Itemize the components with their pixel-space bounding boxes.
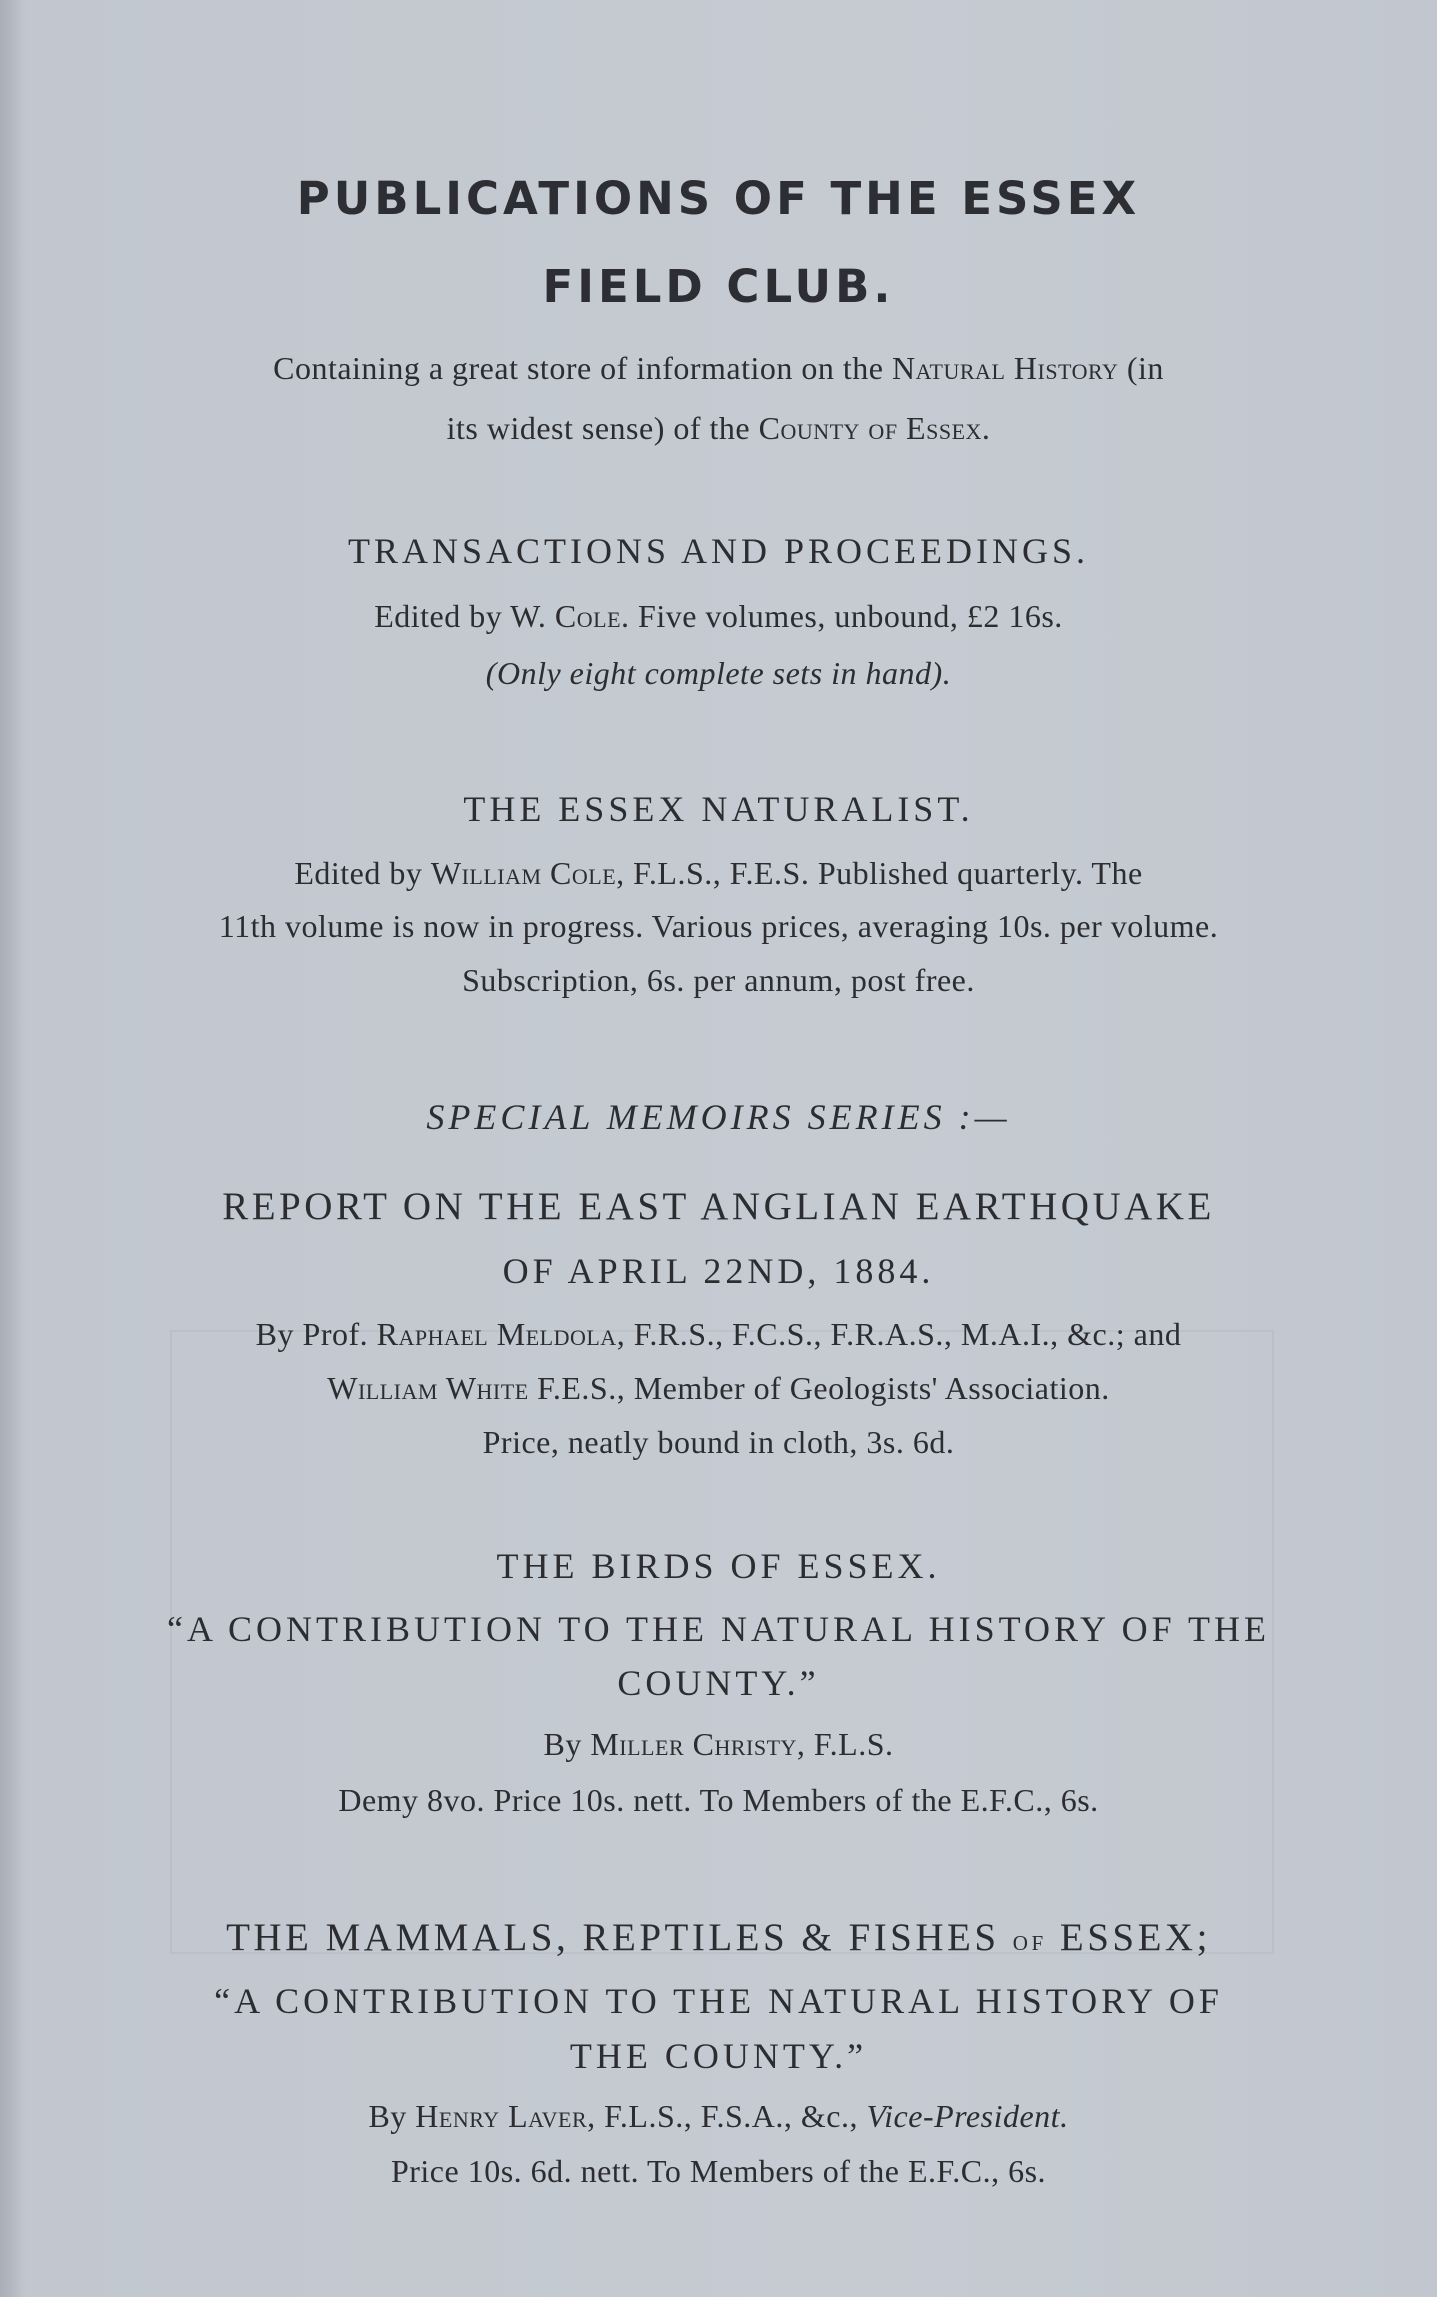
birds-price: Demy 8vo. Price 10s. nett. To Members of the E.F.C., 6s. (338, 1782, 1099, 1818)
intro-natural-history: Natural History (892, 350, 1119, 386)
mammals-heading-of: of (1012, 1924, 1047, 1957)
mammals-heading-b: ESSEX; (1046, 1916, 1211, 1959)
intro-line-2 (0, 410, 1437, 447)
earthquake-heading-2: OF APRIL 22ND, 1884. (502, 1251, 935, 1291)
mammals-role: Vice-President. (866, 2098, 1069, 2134)
earthquake-author-line-2 (0, 1370, 1437, 1407)
earthquake-credentials-2: F.E.S., Member of Geologists' Association. (528, 1370, 1110, 1406)
mammals-subtitle-1: “A CONTRIBUTION TO THE NATURAL HISTORY OF (214, 1981, 1223, 2021)
birds-text: By (543, 1726, 591, 1762)
editor-name: Cole (554, 598, 622, 634)
mammals-heading (0, 1915, 1437, 1960)
birds-subtitle-2: COUNTY.” (617, 1663, 820, 1703)
mammals-price: Price 10s. 6d. nett. To Members of the E.F.C., 6s. (390, 2153, 1047, 2189)
mammals-credentials: , F.L.S., F.S.A., &c., (587, 2098, 867, 2134)
naturalist-line-2: 11th volume is now in progress. Various prices, averaging 10s. per volume. (218, 908, 1219, 944)
transactions-edited-line (0, 598, 1437, 635)
naturalist-heading: THE ESSEX NATURALIST. (463, 789, 974, 829)
mammals-subtitle-2: THE COUNTY.” (569, 2036, 868, 2076)
earthquake-text: By Prof. (255, 1316, 377, 1352)
intro-county: County of Essex (758, 410, 982, 446)
birds-author-line (0, 1726, 1437, 1763)
transactions-text: Edited by W. (374, 598, 555, 634)
earthquake-author-line (0, 1316, 1437, 1353)
intro-text: Containing a great store of information on the (273, 350, 892, 386)
naturalist-text: Edited by (294, 855, 431, 891)
intro-line-1 (0, 350, 1437, 387)
earthquake-credentials: , F.R.S., F.C.S., F.R.A.S., M.A.I., &c.; and (616, 1316, 1182, 1352)
transactions-price: . Five volumes, unbound, £2 16s. (621, 598, 1063, 634)
naturalist-text-end: , F.L.S., F.E.S. Published quarterly. The (616, 855, 1143, 891)
mammals-text: By (368, 2098, 416, 2134)
birds-heading: THE BIRDS OF ESSEX. (496, 1546, 941, 1586)
intro-text-end: (in (1118, 350, 1164, 386)
transactions-note: (Only eight complete sets in hand). (485, 655, 952, 691)
earthquake-author-1: Raphael Meldola (376, 1316, 617, 1352)
birds-credentials: , F.L.S. (796, 1726, 894, 1762)
intro-text-end: . (981, 410, 991, 446)
earthquake-price: Price, neatly bound in cloth, 3s. 6d. (482, 1424, 955, 1460)
birds-subtitle-1: “A CONTRIBUTION TO THE NATURAL HISTORY OF THE (166, 1609, 1271, 1649)
naturalist-line-1 (0, 855, 1437, 892)
naturalist-editor: William Cole (430, 855, 617, 891)
earthquake-author-2: William White (327, 1370, 529, 1406)
mammals-author: Henry Laver (415, 2098, 588, 2134)
transactions-heading: TRANSACTIONS AND PROCEEDINGS. (347, 531, 1090, 571)
naturalist-line-3: Subscription, 6s. per annum, post free. (462, 962, 975, 998)
earthquake-heading-1: REPORT ON THE EAST ANGLIAN EARTHQUAKE (222, 1185, 1215, 1228)
birds-author: Miller Christy (590, 1726, 797, 1762)
page-title-line-2: FIELD CLUB. (542, 260, 895, 313)
mammals-author-line (0, 2098, 1437, 2135)
intro-text: its widest sense) of the (446, 410, 759, 446)
special-memoirs-heading: SPECIAL MEMOIRS SERIES :— (426, 1097, 1011, 1137)
mammals-heading-a: THE MAMMALS, REPTILES & FISHES (226, 1916, 1013, 1959)
page-title-line-1: PUBLICATIONS OF THE ESSEX (296, 172, 1141, 225)
